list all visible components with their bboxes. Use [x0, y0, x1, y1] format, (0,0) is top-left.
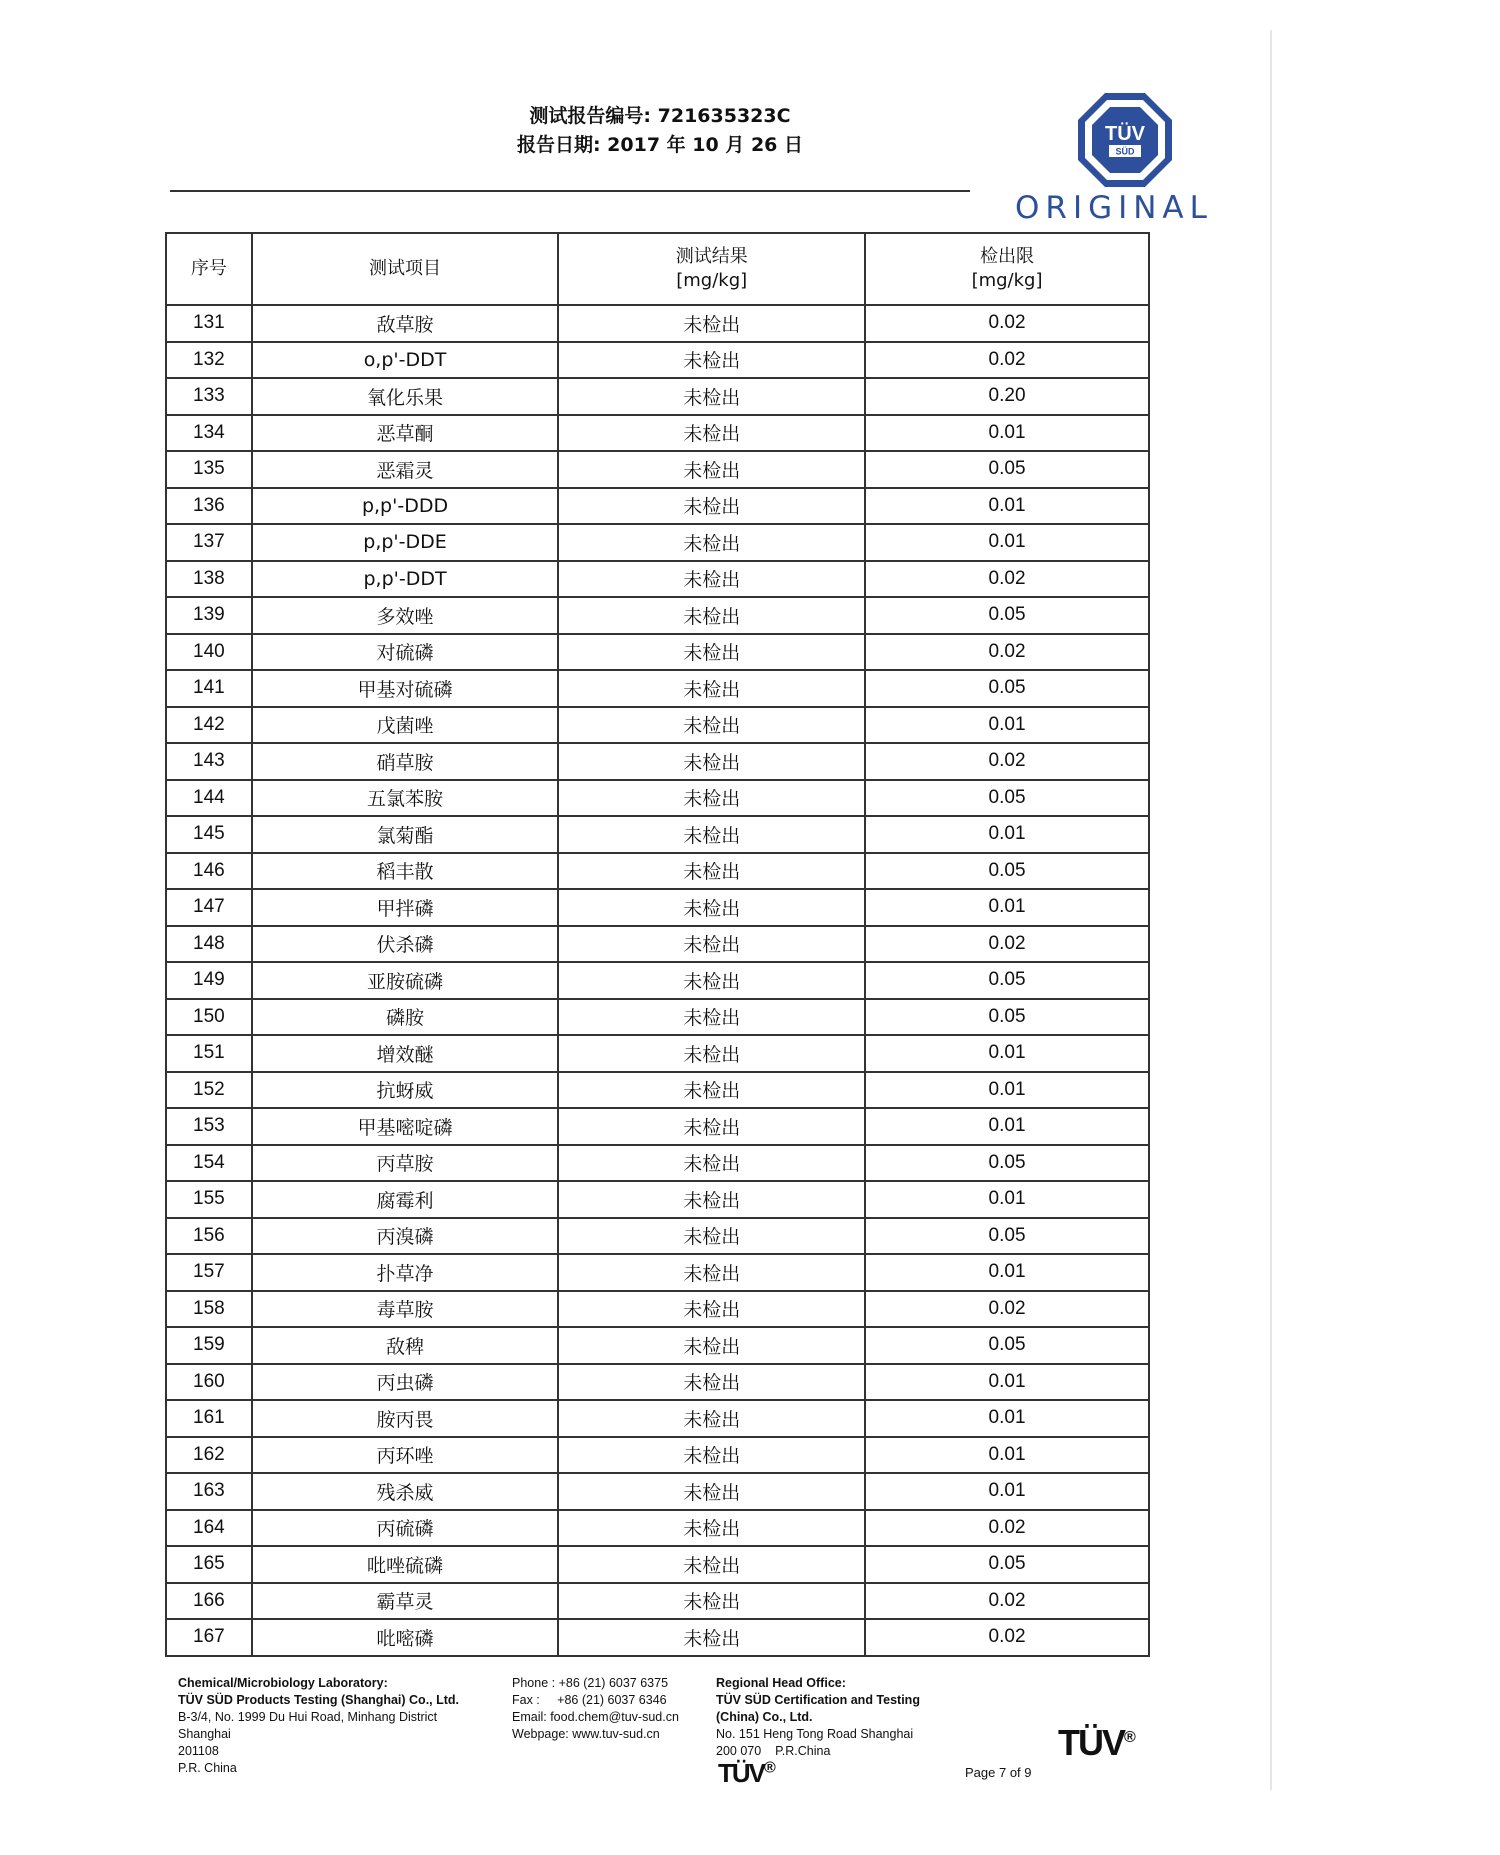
table-row [166, 780, 1149, 817]
row-limit: 0.05 [865, 451, 1149, 488]
table-header-row [166, 233, 1149, 305]
row-limit: 0.01 [865, 415, 1149, 452]
row-test-item: 吡唑硫磷 [252, 1546, 559, 1583]
table-row [166, 451, 1149, 488]
row-result: 未检出 [558, 488, 865, 525]
row-limit: 0.02 [865, 1583, 1149, 1620]
page-edge [1270, 30, 1272, 1790]
row-result: 未检出 [558, 342, 865, 379]
footer-office-line: 200 070 P.R.China [716, 1744, 831, 1758]
row-test-item: 丙环唑 [252, 1437, 559, 1474]
row-test-item: 增效醚 [252, 1035, 559, 1072]
row-result: 未检出 [558, 451, 865, 488]
row-limit: 0.01 [865, 1035, 1149, 1072]
table-row [166, 853, 1149, 890]
tuv-mark-text: TÜV [1058, 1722, 1124, 1763]
row-limit: 0.02 [865, 743, 1149, 780]
table-row [166, 561, 1149, 598]
footer-office-line: TÜV SÜD Certification and Testing [716, 1693, 920, 1707]
row-number: 164 [166, 1510, 252, 1547]
row-result: 未检出 [558, 524, 865, 561]
table-row [166, 1327, 1149, 1364]
header-limit [865, 233, 1149, 305]
row-result: 未检出 [558, 1108, 865, 1145]
table-row [166, 342, 1149, 379]
row-number: 163 [166, 1473, 252, 1510]
header-result-unit: [mg/kg] [676, 270, 748, 291]
footer-head-office [716, 1675, 956, 1760]
table-row [166, 1072, 1149, 1109]
row-number: 140 [166, 634, 252, 671]
row-number: 157 [166, 1254, 252, 1291]
row-limit: 0.01 [865, 1364, 1149, 1401]
row-result: 未检出 [558, 1437, 865, 1474]
footer-email: Email: food.chem@tuv-sud.cn [512, 1710, 679, 1724]
row-result: 未检出 [558, 853, 865, 890]
row-limit: 0.01 [865, 707, 1149, 744]
footer-office-line: Regional Head Office: [716, 1676, 846, 1690]
row-limit: 0.20 [865, 378, 1149, 415]
row-test-item: 甲拌磷 [252, 889, 559, 926]
row-test-item: 胺丙畏 [252, 1400, 559, 1437]
footer-contact [512, 1675, 712, 1743]
report-number: 测试报告编号: 721635323C [529, 105, 791, 127]
row-number: 165 [166, 1546, 252, 1583]
footer-lab-line: P.R. China [178, 1761, 237, 1775]
row-result: 未检出 [558, 1473, 865, 1510]
row-limit: 0.01 [865, 524, 1149, 561]
row-result: 未检出 [558, 1254, 865, 1291]
row-result: 未检出 [558, 1072, 865, 1109]
row-limit: 0.05 [865, 670, 1149, 707]
footer-webpage: Webpage: www.tuv-sud.cn [512, 1727, 660, 1741]
report-date: 报告日期: 2017 年 10 月 26 日 [516, 134, 804, 156]
table-row [166, 1254, 1149, 1291]
page-number: Page 7 of 9 [965, 1765, 1032, 1780]
row-result: 未检出 [558, 816, 865, 853]
row-limit: 0.01 [865, 488, 1149, 525]
row-number: 159 [166, 1327, 252, 1364]
row-limit: 0.01 [865, 1473, 1149, 1510]
row-number: 146 [166, 853, 252, 890]
row-result: 未检出 [558, 1145, 865, 1182]
row-result: 未检出 [558, 670, 865, 707]
row-limit: 0.05 [865, 1145, 1149, 1182]
row-limit: 0.02 [865, 1291, 1149, 1328]
row-test-item: 戊菌唑 [252, 707, 559, 744]
row-limit: 0.02 [865, 926, 1149, 963]
row-result: 未检出 [558, 378, 865, 415]
row-number: 143 [166, 743, 252, 780]
row-result: 未检出 [558, 1364, 865, 1401]
row-result: 未检出 [558, 1181, 865, 1218]
table-row [166, 305, 1149, 342]
row-result: 未检出 [558, 634, 865, 671]
row-number: 131 [166, 305, 252, 342]
row-number: 150 [166, 999, 252, 1036]
row-test-item: 硝草胺 [252, 743, 559, 780]
row-test-item: 恶草酮 [252, 415, 559, 452]
table-row [166, 1291, 1149, 1328]
row-result: 未检出 [558, 1400, 865, 1437]
original-stamp: ORIGINAL [1015, 190, 1213, 226]
table-row [166, 378, 1149, 415]
table-row [166, 1218, 1149, 1255]
row-limit: 0.02 [865, 561, 1149, 598]
table-row [166, 415, 1149, 452]
header-seq: 序号 [166, 233, 252, 305]
row-limit: 0.02 [865, 634, 1149, 671]
row-limit: 0.02 [865, 1619, 1149, 1656]
table-row [166, 1473, 1149, 1510]
row-number: 145 [166, 816, 252, 853]
row-number: 167 [166, 1619, 252, 1656]
row-result: 未检出 [558, 962, 865, 999]
tuv-mark-text: TÜV [718, 1758, 764, 1788]
row-limit: 0.05 [865, 1327, 1149, 1364]
row-result: 未检出 [558, 1510, 865, 1547]
table-row [166, 1400, 1149, 1437]
table-row [166, 707, 1149, 744]
row-number: 137 [166, 524, 252, 561]
row-test-item: 敌草胺 [252, 305, 559, 342]
registered-mark: ® [764, 1759, 776, 1777]
table-row [166, 488, 1149, 525]
row-limit: 0.05 [865, 999, 1149, 1036]
footer-lab-line: 201108 [178, 1744, 219, 1758]
row-number: 148 [166, 926, 252, 963]
logo-text: TÜV [1105, 123, 1145, 145]
footer-lab-line: B-3/4, No. 1999 Du Hui Road, Minhang District [178, 1710, 438, 1724]
row-test-item: o,p'-DDT [252, 342, 559, 379]
row-limit: 0.02 [865, 342, 1149, 379]
row-number: 139 [166, 597, 252, 634]
footer-lab-line: Shanghai [178, 1727, 231, 1741]
row-limit: 0.05 [865, 1546, 1149, 1583]
header-divider [170, 190, 970, 192]
row-test-item: 残杀威 [252, 1473, 559, 1510]
footer-fax: Fax : +86 (21) 6037 6346 [512, 1693, 667, 1707]
row-result: 未检出 [558, 999, 865, 1036]
registered-mark: ® [1124, 1729, 1136, 1746]
row-test-item: 甲基嘧啶磷 [252, 1108, 559, 1145]
table-row [166, 962, 1149, 999]
row-number: 142 [166, 707, 252, 744]
row-test-item: p,p'-DDE [252, 524, 559, 561]
table-row [166, 743, 1149, 780]
row-number: 147 [166, 889, 252, 926]
row-number: 132 [166, 342, 252, 379]
table-row [166, 1035, 1149, 1072]
row-limit: 0.01 [865, 1254, 1149, 1291]
row-test-item: 丙溴磷 [252, 1218, 559, 1255]
table-row [166, 524, 1149, 561]
row-test-item: p,p'-DDD [252, 488, 559, 525]
table-row [166, 634, 1149, 671]
footer-office-line: No. 151 Heng Tong Road Shanghai [716, 1727, 914, 1741]
row-result: 未检出 [558, 1218, 865, 1255]
row-number: 166 [166, 1583, 252, 1620]
row-result: 未检出 [558, 1327, 865, 1364]
row-result: 未检出 [558, 707, 865, 744]
row-test-item: 恶霜灵 [252, 451, 559, 488]
row-test-item: 氧化乐果 [252, 378, 559, 415]
row-test-item: 对硫磷 [252, 634, 559, 671]
row-result: 未检出 [558, 305, 865, 342]
logo-subtext: SÜD [1115, 146, 1135, 157]
row-result: 未检出 [558, 926, 865, 963]
row-test-item: 霸草灵 [252, 1583, 559, 1620]
row-result: 未检出 [558, 597, 865, 634]
row-limit: 0.02 [865, 305, 1149, 342]
row-result: 未检出 [558, 780, 865, 817]
row-number: 151 [166, 1035, 252, 1072]
row-number: 133 [166, 378, 252, 415]
row-result: 未检出 [558, 415, 865, 452]
row-limit: 0.05 [865, 597, 1149, 634]
row-limit: 0.01 [865, 816, 1149, 853]
table-row [166, 670, 1149, 707]
footer-phone: Phone : +86 (21) 6037 6375 [512, 1676, 669, 1690]
row-test-item: p,p'-DDT [252, 561, 559, 598]
header-result [558, 233, 865, 305]
row-result: 未检出 [558, 889, 865, 926]
table-row [166, 1619, 1149, 1656]
table-row [166, 889, 1149, 926]
row-result: 未检出 [558, 561, 865, 598]
row-number: 135 [166, 451, 252, 488]
row-limit: 0.05 [865, 780, 1149, 817]
row-test-item: 丙草胺 [252, 1145, 559, 1182]
table-row [166, 1437, 1149, 1474]
results-table [165, 232, 1150, 1657]
row-test-item: 甲基对硫磷 [252, 670, 559, 707]
table-row [166, 1546, 1149, 1583]
table-row [166, 926, 1149, 963]
row-limit: 0.01 [865, 1181, 1149, 1218]
table-row [166, 816, 1149, 853]
row-test-item: 多效唑 [252, 597, 559, 634]
row-test-item: 丙硫磷 [252, 1510, 559, 1547]
row-test-item: 氯菊酯 [252, 816, 559, 853]
row-test-item: 扑草净 [252, 1254, 559, 1291]
row-test-item: 吡嘧磷 [252, 1619, 559, 1656]
row-result: 未检出 [558, 1546, 865, 1583]
row-limit: 0.05 [865, 962, 1149, 999]
row-limit: 0.01 [865, 889, 1149, 926]
report-header [480, 102, 840, 160]
row-result: 未检出 [558, 1619, 865, 1656]
header-limit-unit: [mg/kg] [971, 270, 1043, 291]
row-limit: 0.05 [865, 1218, 1149, 1255]
row-number: 149 [166, 962, 252, 999]
row-limit: 0.02 [865, 1510, 1149, 1547]
row-number: 160 [166, 1364, 252, 1401]
row-test-item: 稻丰散 [252, 853, 559, 890]
tuv-mark-large [1058, 1722, 1136, 1764]
row-number: 144 [166, 780, 252, 817]
row-test-item: 腐霉利 [252, 1181, 559, 1218]
footer-lab-address [178, 1675, 498, 1777]
row-number: 141 [166, 670, 252, 707]
table-row [166, 1145, 1149, 1182]
footer-lab-line: TÜV SÜD Products Testing (Shanghai) Co., Ltd. [178, 1693, 460, 1707]
table-row [166, 999, 1149, 1036]
row-limit: 0.01 [865, 1072, 1149, 1109]
table-row [166, 1510, 1149, 1547]
row-number: 162 [166, 1437, 252, 1474]
row-number: 161 [166, 1400, 252, 1437]
row-result: 未检出 [558, 1291, 865, 1328]
row-number: 154 [166, 1145, 252, 1182]
row-test-item: 五氯苯胺 [252, 780, 559, 817]
row-limit: 0.01 [865, 1400, 1149, 1437]
row-test-item: 毒草胺 [252, 1291, 559, 1328]
table-row [166, 1364, 1149, 1401]
header-result-label: 测试结果 [675, 246, 748, 267]
row-test-item: 磷胺 [252, 999, 559, 1036]
tuv-mark-small [718, 1758, 776, 1789]
table-row [166, 1108, 1149, 1145]
row-number: 136 [166, 488, 252, 525]
row-test-item: 抗蚜威 [252, 1072, 559, 1109]
row-number: 152 [166, 1072, 252, 1109]
row-result: 未检出 [558, 743, 865, 780]
row-test-item: 伏杀磷 [252, 926, 559, 963]
tuv-logo [1075, 90, 1175, 190]
row-limit: 0.01 [865, 1108, 1149, 1145]
table-row [166, 1583, 1149, 1620]
footer-lab-line: Chemical/Microbiology Laboratory: [178, 1676, 388, 1690]
table-row [166, 1181, 1149, 1218]
row-limit: 0.01 [865, 1437, 1149, 1474]
row-test-item: 敌稗 [252, 1327, 559, 1364]
footer-office-line: (China) Co., Ltd. [716, 1710, 813, 1724]
table-row [166, 597, 1149, 634]
header-limit-label: 检出限 [980, 246, 1035, 267]
row-limit: 0.05 [865, 853, 1149, 890]
row-number: 153 [166, 1108, 252, 1145]
row-number: 134 [166, 415, 252, 452]
row-number: 156 [166, 1218, 252, 1255]
row-result: 未检出 [558, 1035, 865, 1072]
row-number: 155 [166, 1181, 252, 1218]
header-item: 测试项目 [252, 233, 559, 305]
row-test-item: 丙虫磷 [252, 1364, 559, 1401]
row-number: 158 [166, 1291, 252, 1328]
row-number: 138 [166, 561, 252, 598]
row-result: 未检出 [558, 1583, 865, 1620]
row-test-item: 亚胺硫磷 [252, 962, 559, 999]
